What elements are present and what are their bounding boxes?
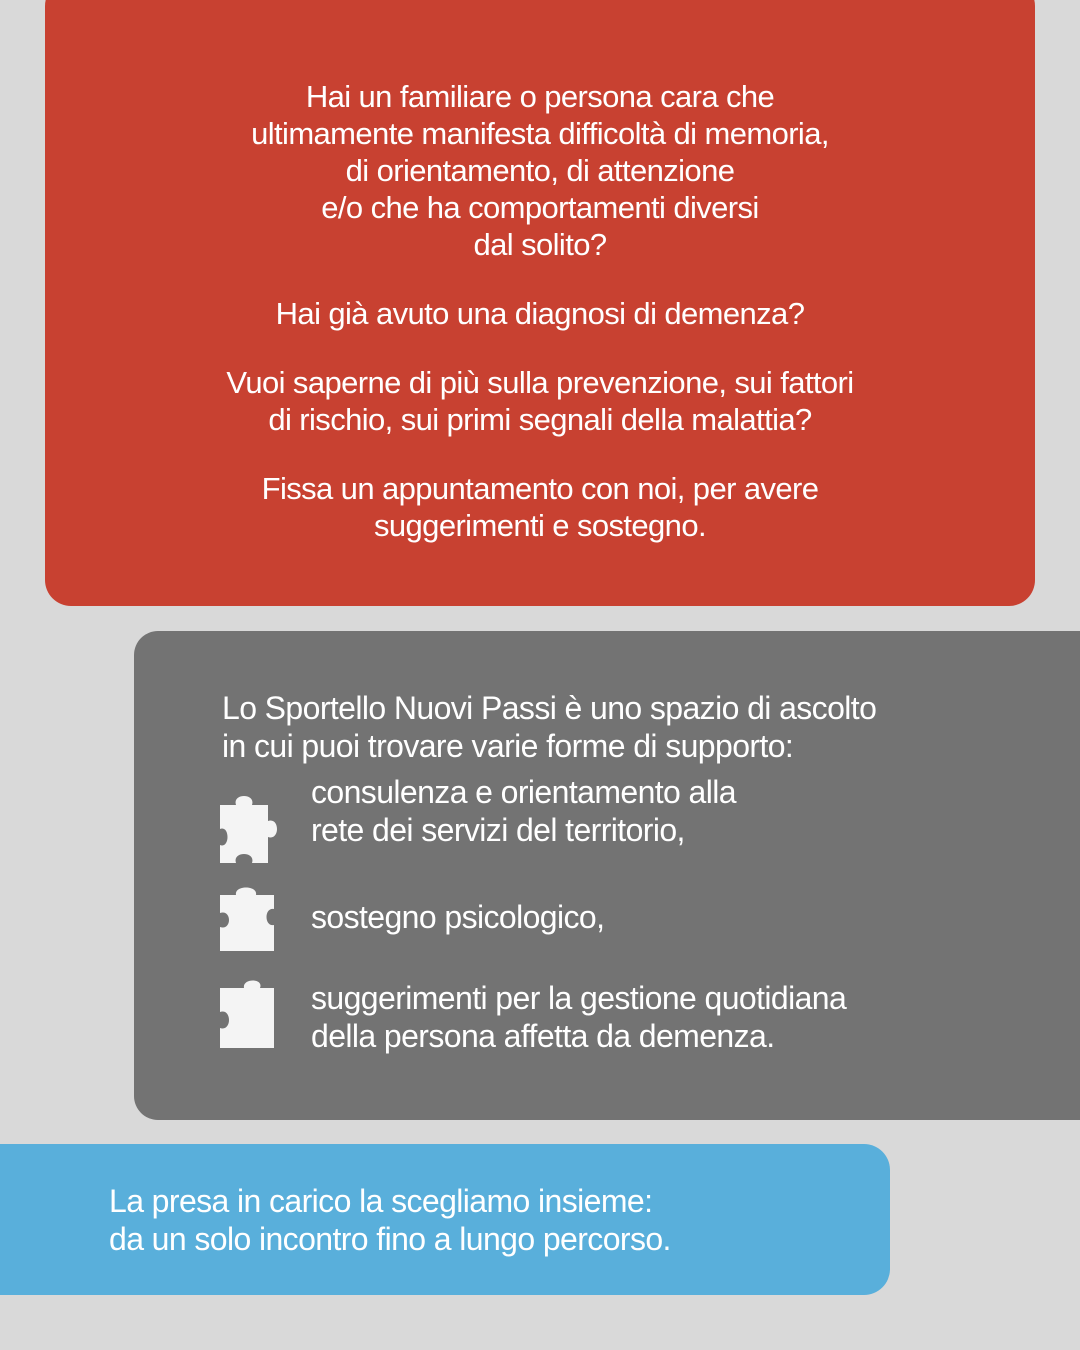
puzzle-piece-icon bbox=[220, 793, 292, 870]
question-diagnosis: Hai già avuto una diagnosi di demenza? bbox=[275, 296, 805, 331]
question-prevention: Vuoi saperne di più sulla prevenzione, sui fattori di rischio, sui primi segnali della malattia? bbox=[226, 365, 854, 437]
call-to-action: Fissa un appuntamento con noi, per avere suggerimenti e sostegno. bbox=[261, 471, 819, 543]
blue-note-card bbox=[0, 1144, 890, 1295]
grey-services-card bbox=[134, 631, 1080, 1120]
services-intro: Lo Sportello Nuovi Passi è uno spazio di ascolto in cui puoi trovare varie forme di supporto: bbox=[222, 690, 877, 764]
care-path-note: La presa in carico la scegliamo insieme: da un solo incontro fino a lungo percorso. bbox=[109, 1183, 671, 1257]
puzzle-piece-icon bbox=[220, 885, 276, 956]
questions-block bbox=[45, 78, 1035, 576]
service-text-consulting: consulenza e orientamento alla rete dei servizi del territorio, bbox=[311, 774, 736, 848]
puzzle-piece-icon bbox=[220, 978, 276, 1053]
service-text-psychological: sostegno psicologico, bbox=[311, 899, 605, 935]
service-text-daily-management: suggerimenti per la gestione quotidiana della persona affetta da demenza. bbox=[311, 980, 847, 1054]
question-memory: Hai un familiare o persona cara che ultimamente manifesta difficoltà di memoria, di orientamento, di attenzione e/o che ha comportamenti diversi dal solito? bbox=[251, 79, 829, 262]
red-info-card bbox=[45, 0, 1035, 606]
